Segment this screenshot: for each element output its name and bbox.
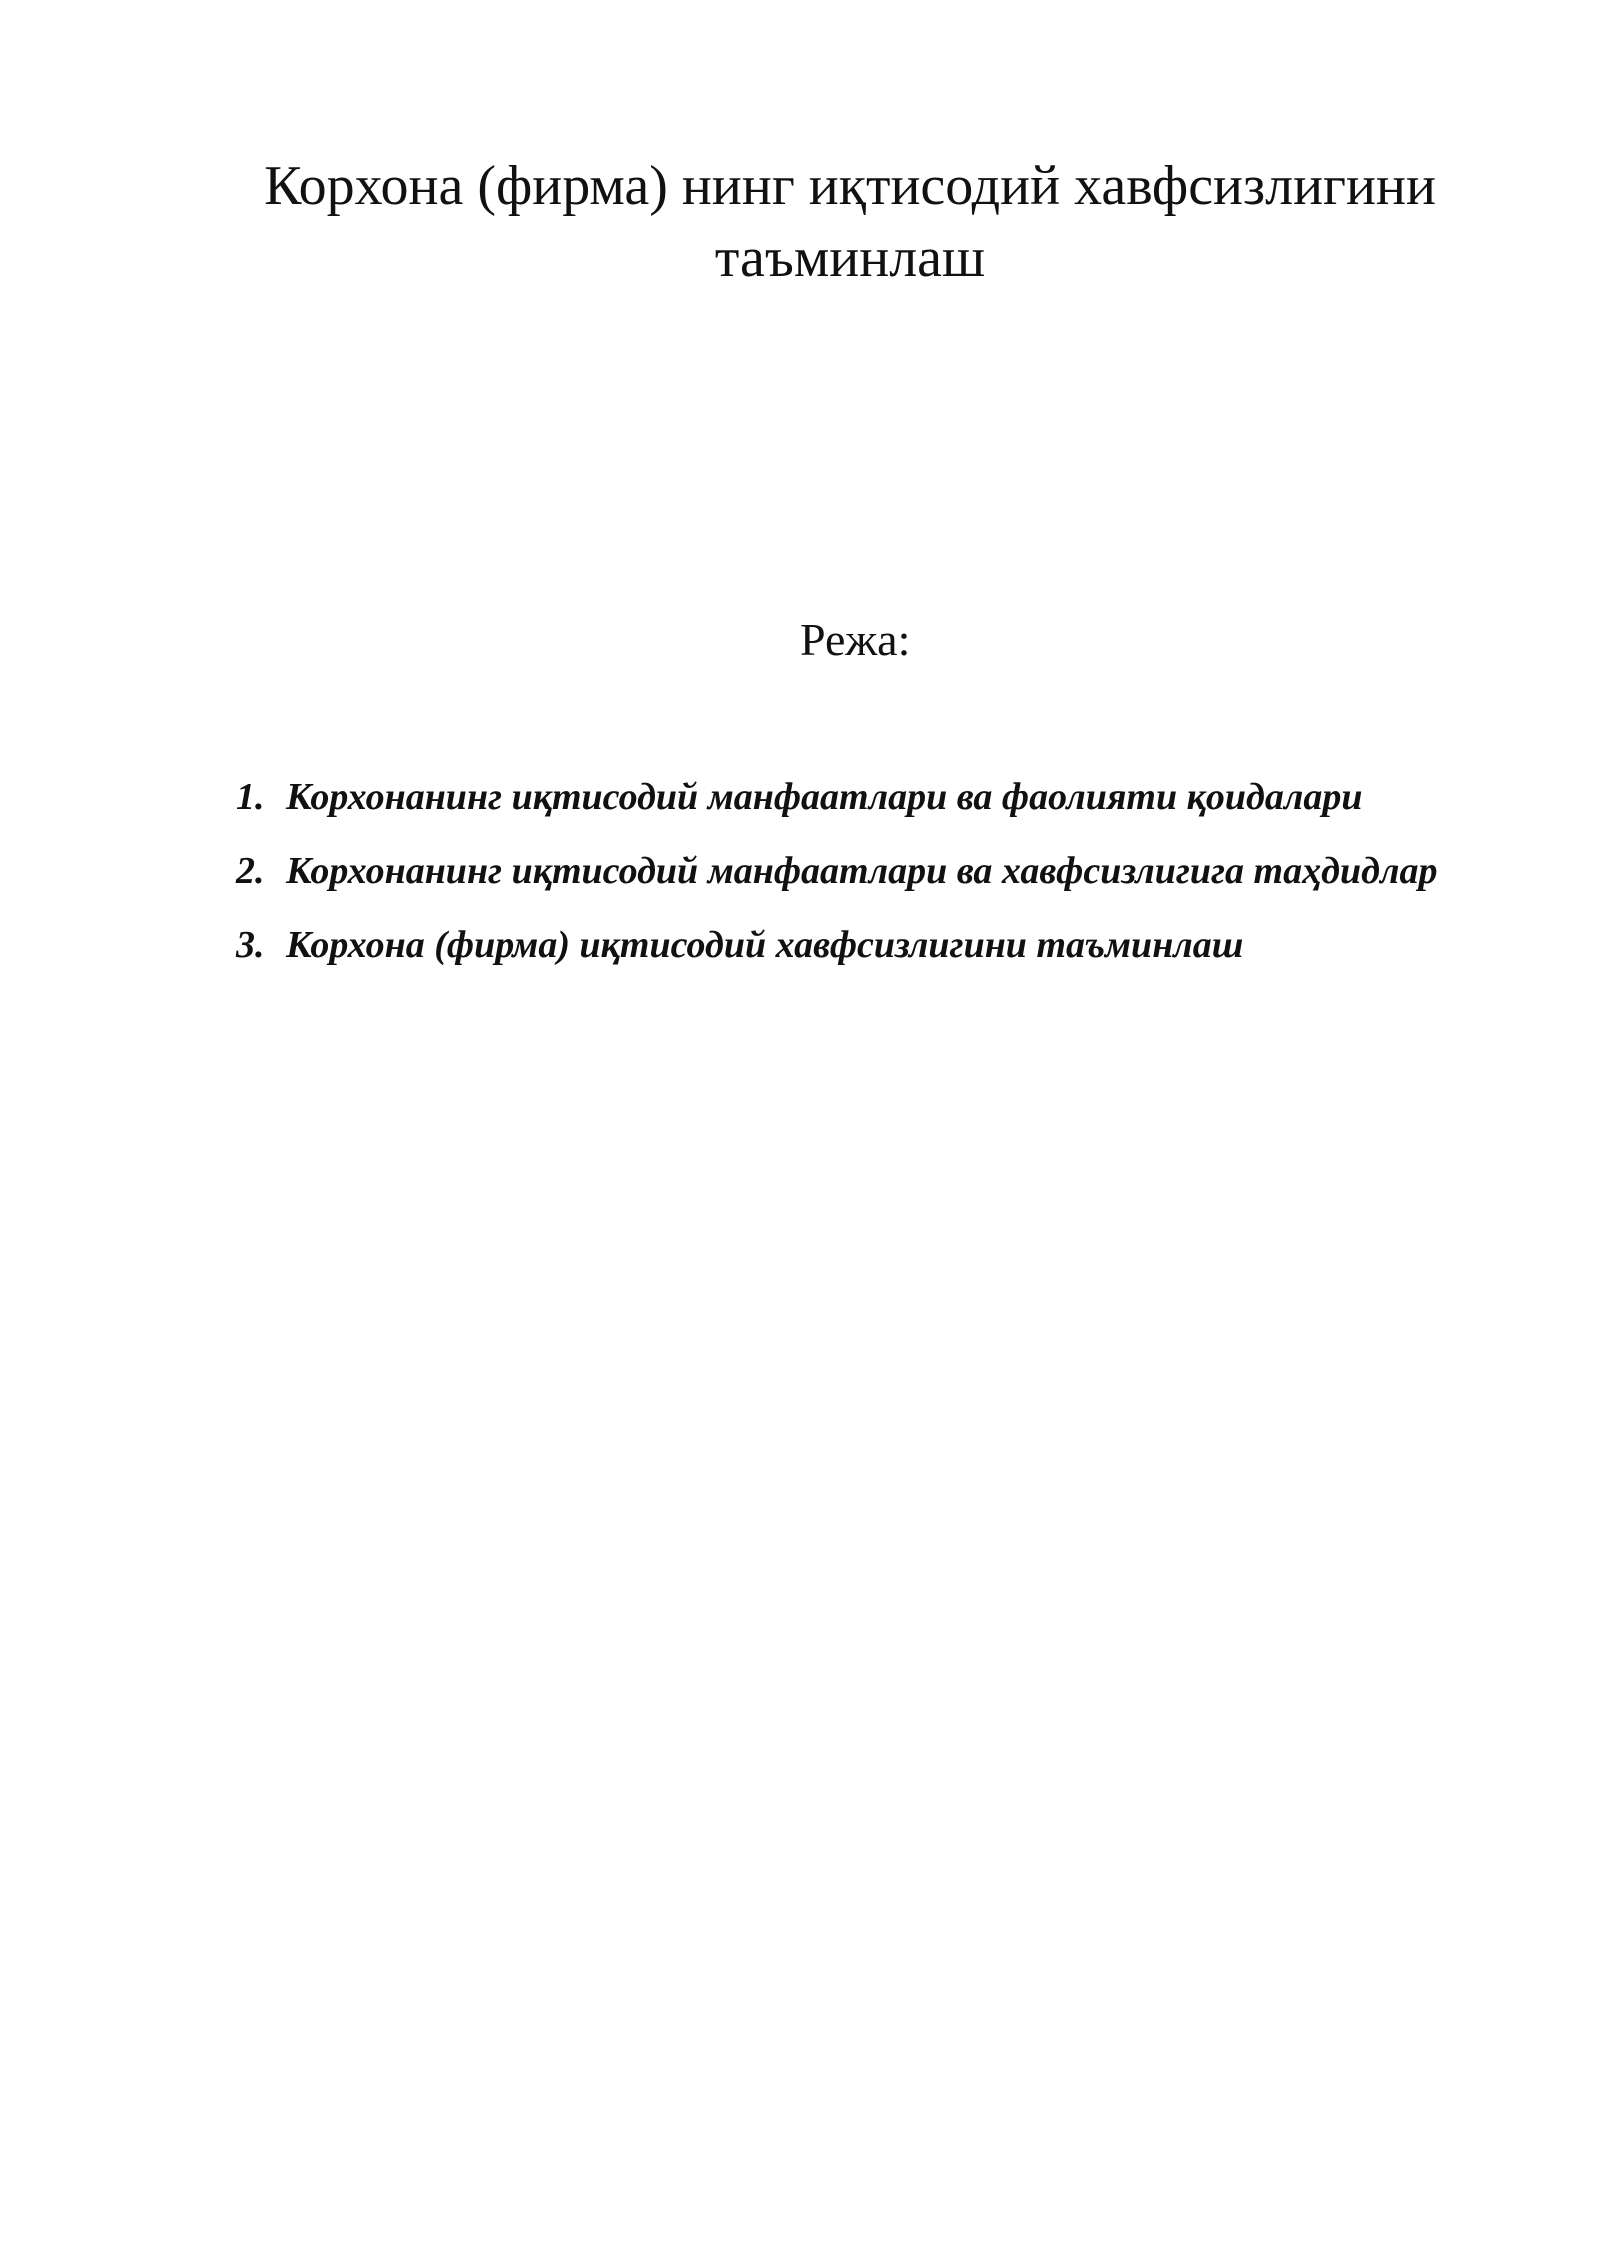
document-title: Корхона (фирма) нинг иқтисодий хавфсизлигини таъминлаш xyxy=(264,155,1436,289)
plan-item-3 xyxy=(236,908,1466,982)
plan-heading: Режа: xyxy=(800,614,911,665)
plan-item-number: 1. xyxy=(236,776,265,818)
plan-item-number: 3. xyxy=(236,924,265,966)
plan-list xyxy=(236,760,1466,982)
plan-item-1 xyxy=(236,760,1466,834)
plan-item-text: Корхона (фирма) иқтисодий хавфсизлигини таъминлаш xyxy=(286,924,1244,966)
plan-item-2 xyxy=(236,834,1466,908)
plan-item-text: Корхонанинг иқтисодий манфаатлари ва фаолияти қоидалари xyxy=(286,776,1363,818)
plan-item-text: Корхонанинг иқтисодий манфаатлари ва хавфсизлигига таҳдидлар xyxy=(286,850,1438,892)
plan-item-number: 2. xyxy=(236,850,265,892)
